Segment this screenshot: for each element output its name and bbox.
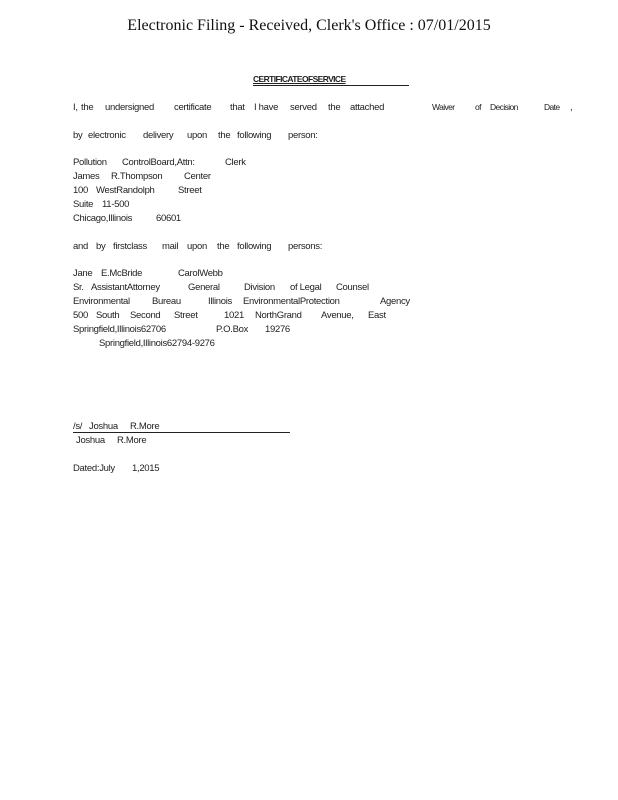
word: /s/: [73, 421, 83, 432]
word: the: [218, 130, 231, 141]
word: I,: [73, 102, 78, 113]
word: WestRandolph: [96, 185, 155, 196]
word: firstclass: [113, 241, 147, 252]
word: Illinois: [208, 296, 232, 307]
word: Center: [184, 171, 211, 182]
mail-line-6: Springfield,Illinois62794-9276: [99, 338, 215, 349]
word: following: [237, 241, 272, 252]
word: the: [328, 102, 341, 113]
word: Chicago,Illinois: [73, 213, 133, 224]
filing-header: Electronic Filing - Received, Clerk's Office : 07/01/2015: [127, 17, 491, 34]
word: Date: [544, 102, 560, 112]
word: AssistantAttorney: [91, 282, 160, 293]
word: 500: [73, 310, 88, 321]
word: Joshua: [89, 421, 118, 432]
word: Second: [130, 310, 161, 321]
word: Division: [244, 282, 275, 293]
word: and: [73, 241, 88, 252]
word: P.O.Box: [216, 324, 249, 335]
word: the: [217, 241, 230, 252]
word: Jane: [73, 268, 93, 279]
word: CarolWebb: [178, 268, 223, 279]
word: delivery: [143, 130, 174, 141]
word: Decision: [490, 102, 518, 112]
word: Avenue,: [321, 310, 354, 321]
word: person:: [288, 130, 318, 141]
word: attached: [350, 102, 385, 113]
word: the: [81, 102, 94, 113]
word: 100: [73, 185, 88, 196]
word: Waiver: [432, 102, 455, 112]
word: 60601: [156, 213, 181, 224]
word: East: [368, 310, 386, 321]
word: ControlBoard,Attn:: [122, 157, 195, 168]
word: Pollution: [73, 157, 107, 168]
word: by: [73, 130, 83, 141]
word: Joshua: [76, 435, 105, 446]
word: R.More: [117, 435, 147, 446]
word: 1021: [224, 310, 244, 321]
word: Clerk: [225, 157, 246, 168]
word: of Legal: [290, 282, 322, 293]
word: Sr.: [73, 282, 84, 293]
word: by: [96, 241, 106, 252]
word: persons:: [288, 241, 323, 252]
word: 11-500: [102, 199, 130, 210]
word: Street: [174, 310, 198, 321]
word: E.McBride: [101, 268, 143, 279]
word: South: [96, 310, 120, 321]
word: ,: [570, 102, 573, 113]
word: R.More: [130, 421, 160, 432]
word: 1,2015: [132, 463, 160, 474]
word: upon: [187, 241, 207, 252]
word: Street: [178, 185, 202, 196]
word: Agency: [380, 296, 410, 307]
word: R.Thompson: [111, 171, 163, 182]
word: that: [230, 102, 245, 113]
word: I have: [254, 102, 279, 113]
certificate-title: CERTIFICATEOFSERVICE: [253, 74, 346, 84]
word: served: [290, 102, 317, 113]
word: Environmental: [73, 296, 130, 307]
title-underline: [253, 85, 409, 86]
word: following: [237, 130, 272, 141]
word: of: [475, 102, 481, 112]
word: Dated:July: [73, 463, 115, 474]
word: undersigned: [105, 102, 154, 113]
word: electronic: [88, 130, 126, 141]
word: certificate: [174, 102, 212, 113]
word: NorthGrand: [255, 310, 302, 321]
word: James: [73, 171, 100, 182]
word: EnvironmentalProtection: [243, 296, 340, 307]
word: 19276: [265, 324, 290, 335]
word: General: [188, 282, 220, 293]
word: mail: [162, 241, 179, 252]
signature-rule: [73, 432, 290, 433]
word: upon: [187, 130, 207, 141]
word: Springfield,Illinois62706: [73, 324, 166, 335]
word: Counsel: [336, 282, 369, 293]
word: Suite: [73, 199, 94, 210]
word: Bureau: [152, 296, 181, 307]
